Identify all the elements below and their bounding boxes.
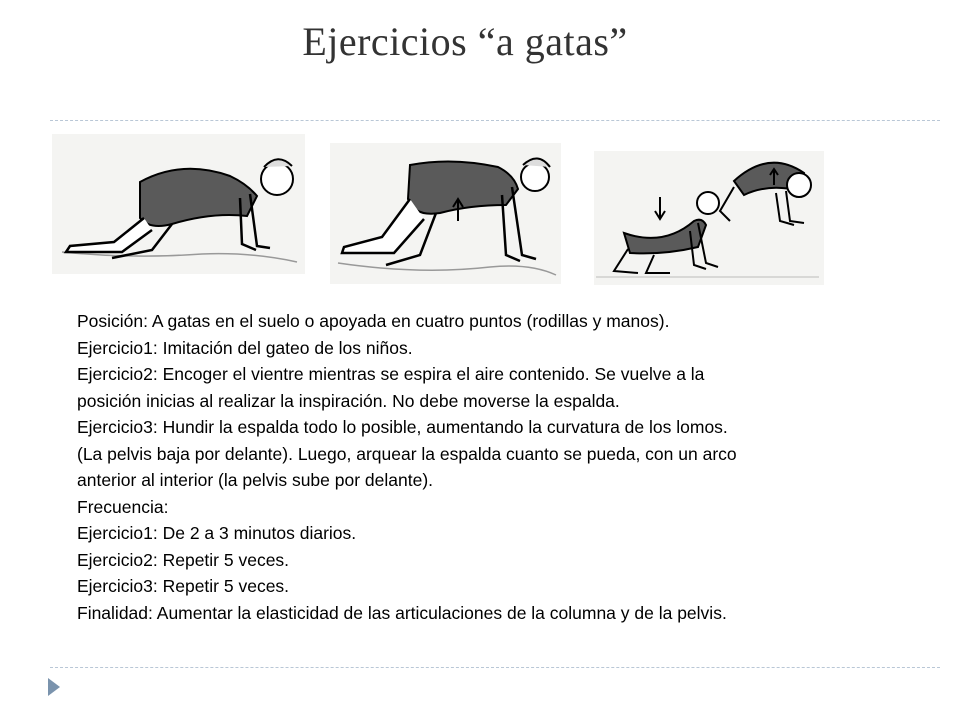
text-line: Posición: A gatas en el suelo o apoyada en cuatro puntos (rodillas y manos). bbox=[77, 311, 670, 331]
text-line: Ejercicio3: Hundir la espalda todo lo posible, aumentando la curvatura de los lomos. bbox=[77, 417, 728, 437]
text-line: Finalidad: Aumentar la elasticidad de las articulaciones de la columna y de la pelvis. bbox=[77, 602, 727, 623]
slide-title: Ejercicios “a gatas” bbox=[302, 19, 628, 64]
exercise-description bbox=[77, 308, 937, 626]
bottom-divider bbox=[50, 667, 940, 668]
text-line: anterior al interior (la pelvis sube por delante). bbox=[77, 470, 434, 490]
text-line: posición inicias al realizar la inspiración. No debe moverse la espalda. bbox=[77, 390, 620, 411]
text-line: Ejercicio2: Repetir 5 veces. bbox=[77, 549, 290, 570]
text-line: Ejercicio1: De 2 a 3 minutos diarios. bbox=[77, 523, 357, 543]
text-line: Ejercicio3: Repetir 5 veces. bbox=[77, 576, 290, 596]
text-line: Ejercicio2: Encoger el vientre mientras se espira el aire contenido. Se vuelve a la bbox=[77, 364, 705, 384]
text-line: (La pelvis baja por delante). Luego, arquear la espalda cuanto se pueda, con un arco bbox=[77, 443, 737, 464]
text-line: Ejercicio1: Imitación del gateo de los niños. bbox=[77, 337, 413, 358]
woman-contracting-belly-illustration bbox=[330, 143, 561, 284]
back-arch-and-hollow-illustration bbox=[594, 151, 824, 285]
woman-on-all-fours-illustration bbox=[52, 134, 305, 274]
text-line: Frecuencia: bbox=[77, 496, 169, 517]
triangle-right-icon bbox=[46, 676, 62, 698]
top-divider bbox=[50, 120, 940, 121]
